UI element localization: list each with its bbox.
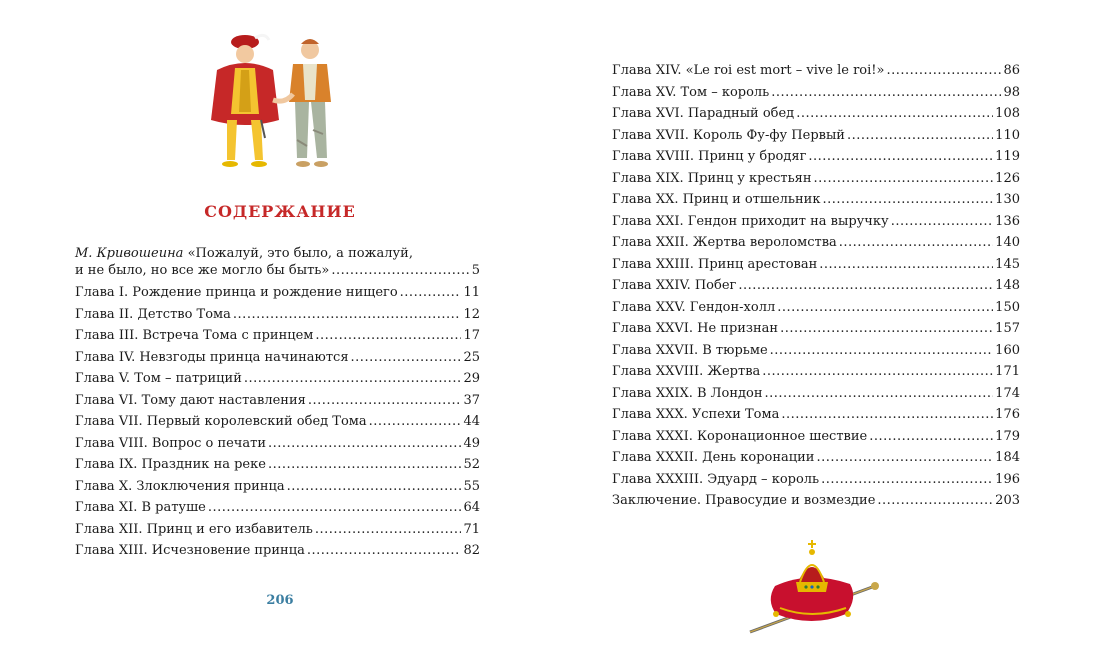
- toc-entry-label: Глава XIV. «Le roi est mort – vive le roi!»: [612, 63, 885, 78]
- dot-leader: [308, 390, 462, 412]
- toc-entry-label: Глава X. Злоключения принца: [75, 478, 285, 494]
- toc-entry-label: Глава XVI. Парадный обед: [612, 106, 795, 121]
- toc-page-number: 86: [1003, 63, 1020, 78]
- toc-page-number: 140: [995, 235, 1020, 250]
- toc-page-number: 108: [995, 106, 1020, 121]
- dot-leader: [814, 168, 994, 190]
- prince-figure: [211, 35, 279, 167]
- toc-entry-label: Глава XV. Том – король: [612, 84, 770, 100]
- toc-entry-label: Глава XXX. Успехи Тома: [612, 407, 780, 422]
- toc-page-number: 126: [995, 170, 1020, 186]
- dot-leader: [233, 304, 462, 326]
- toc-entry[interactable]: [612, 146, 1020, 168]
- toc-entry[interactable]: [612, 254, 1020, 276]
- toc-entry[interactable]: [75, 433, 480, 455]
- dot-leader: [796, 103, 993, 125]
- toc-page-number: 82: [463, 543, 480, 558]
- toc-entry[interactable]: [612, 211, 1020, 233]
- toc-entry-label: Глава XXXII. День коронации: [612, 450, 815, 465]
- toc-page-number: 44: [463, 414, 480, 429]
- toc-entry[interactable]: [75, 390, 480, 412]
- dot-leader: [765, 383, 994, 405]
- toc-page-number: 136: [995, 213, 1020, 229]
- dot-leader: [777, 297, 993, 319]
- dot-leader: [287, 476, 462, 498]
- toc-entry[interactable]: [612, 318, 1020, 340]
- toc-page-number: 130: [995, 192, 1020, 207]
- toc-page-number: 71: [463, 521, 480, 537]
- toc-entry[interactable]: [75, 411, 480, 433]
- toc-entry[interactable]: [612, 447, 1020, 469]
- dot-leader: [331, 262, 469, 279]
- toc-entry[interactable]: [612, 469, 1020, 491]
- toc-entry-label: Глава XXVIII. Жертва: [612, 364, 761, 379]
- dot-leader: [315, 519, 462, 541]
- dot-leader: [781, 404, 993, 426]
- dot-leader: [780, 318, 993, 340]
- dot-leader: [839, 232, 993, 254]
- toc-page-number: 179: [995, 428, 1020, 444]
- toc-page-number: 98: [1003, 84, 1020, 100]
- toc-page-number: 171: [995, 364, 1020, 379]
- toc-page-number: 203: [995, 493, 1020, 508]
- toc-entry-label: Глава XXXIII. Эдуард – король: [612, 471, 820, 487]
- intro-line-1: [75, 245, 480, 262]
- dot-leader: [808, 146, 993, 168]
- dot-leader: [268, 433, 461, 455]
- toc-entry-label: Глава XX. Принц и отшельник: [612, 192, 821, 207]
- toc-entry-label: Глава XII. Принц и его избавитель: [75, 521, 313, 537]
- toc-page-number: 12: [463, 306, 480, 322]
- toc-entry-label: Глава VII. Первый королевский обед Тома: [75, 414, 367, 429]
- toc-entry-label: Глава XVII. Король Фу-фу Первый: [612, 127, 845, 143]
- toc-entry-label: Глава XXIV. Побег: [612, 278, 737, 293]
- toc-entry[interactable]: [612, 275, 1020, 297]
- toc-page-number: 184: [995, 450, 1020, 465]
- toc-entry[interactable]: [612, 60, 1020, 82]
- toc-entry[interactable]: [75, 282, 480, 304]
- dot-leader: [307, 540, 462, 562]
- toc-page-number: 37: [463, 392, 480, 408]
- intro-title-part1: «Пожалуй, это было, а пожалуй,: [187, 246, 413, 261]
- dot-leader: [869, 426, 993, 448]
- toc-page-number: 64: [463, 500, 480, 515]
- toc-page-number: 25: [463, 349, 480, 365]
- toc-entry[interactable]: [612, 426, 1020, 448]
- toc-page-number: 196: [995, 471, 1020, 487]
- intro-title-part2: и не было, но все же могло бы быть»: [75, 263, 330, 278]
- toc-entry[interactable]: [612, 232, 1020, 254]
- toc-page-number: 157: [995, 321, 1020, 336]
- intro-author: М. Кривошеина: [75, 246, 184, 261]
- toc-entry[interactable]: [75, 325, 480, 347]
- toc-entry[interactable]: [612, 490, 1020, 512]
- dot-leader: [400, 282, 462, 304]
- toc-page-number: 176: [995, 407, 1020, 422]
- toc-entry-label: Глава II. Детство Тома: [75, 306, 231, 322]
- toc-entry-label: Заключение. Правосудие и возмездие: [612, 493, 876, 508]
- toc-entry-label: Глава IV. Невзгоды принца начинаются: [75, 349, 349, 365]
- dot-leader: [244, 368, 462, 390]
- toc-entry[interactable]: [612, 404, 1020, 426]
- toc-entry-label: Глава XXIII. Принц арестован: [612, 256, 818, 272]
- dot-leader: [770, 340, 994, 362]
- toc-entry[interactable]: [75, 454, 480, 476]
- dot-leader: [738, 275, 993, 297]
- dot-leader: [819, 254, 993, 276]
- toc-entry-label: Глава III. Встреча Тома с принцем: [75, 328, 314, 343]
- dot-leader: [315, 325, 461, 347]
- toc-entry-label: Глава V. Том – патриций: [75, 371, 242, 386]
- dot-leader: [821, 469, 993, 491]
- dot-leader: [877, 490, 993, 512]
- prince-and-pauper-illustration: [205, 30, 345, 180]
- dot-leader: [351, 347, 462, 369]
- toc-entry-label: Глава XIII. Исчезновение принца: [75, 543, 305, 558]
- toc-entry-label: Глава VIII. Вопрос о печати: [75, 435, 267, 451]
- toc-page-number: 110: [995, 127, 1020, 143]
- toc-entry-intro[interactable]: [75, 245, 480, 279]
- toc-entry[interactable]: [612, 125, 1020, 147]
- toc-page-number: 145: [995, 256, 1020, 272]
- toc-page-number: 119: [995, 149, 1020, 164]
- dot-leader: [369, 411, 462, 433]
- toc-page-number: 52: [463, 457, 480, 472]
- dot-leader: [847, 125, 993, 147]
- dot-leader: [762, 361, 993, 383]
- dot-leader: [268, 454, 462, 476]
- dot-leader: [891, 211, 993, 233]
- toc-page-number: 17: [463, 328, 480, 343]
- toc-entry-label: Глава IX. Праздник на реке: [75, 457, 266, 472]
- pauper-figure: [273, 39, 331, 167]
- toc-entry-label: Глава XXV. Гендон-холл: [612, 299, 776, 315]
- toc-entry[interactable]: [612, 361, 1020, 383]
- toc-page-number: 55: [463, 478, 480, 494]
- toc-entry-label: Глава XIX. Принц у крестьян: [612, 170, 812, 186]
- page-number-folio: 206: [266, 593, 294, 608]
- toc-entry[interactable]: [75, 347, 480, 369]
- toc-page-number: 11: [463, 285, 480, 300]
- toc-entry-label: Глава XXXI. Коронационное шествие: [612, 428, 868, 444]
- toc-entry[interactable]: [75, 476, 480, 498]
- toc-entry[interactable]: [75, 497, 480, 519]
- toc-entry[interactable]: [75, 304, 480, 326]
- crown-on-cushion-illustration: [740, 536, 885, 641]
- toc-entry-label: Глава XVIII. Принц у бродяг: [612, 149, 807, 164]
- toc-list-right: [612, 60, 1020, 512]
- dot-leader: [886, 60, 1001, 82]
- intro-line-2: [75, 262, 480, 279]
- toc-entry-label: Глава XI. В ратуше: [75, 500, 206, 515]
- toc-list-left: [75, 245, 480, 562]
- toc-entry-label: Глава XXII. Жертва вероломства: [612, 235, 837, 250]
- toc-entry[interactable]: [612, 82, 1020, 104]
- toc-entry[interactable]: [612, 168, 1020, 190]
- toc-entry[interactable]: [612, 189, 1020, 211]
- toc-page-number: 160: [995, 342, 1020, 358]
- toc-entry[interactable]: [612, 297, 1020, 319]
- toc-page-number: 174: [995, 385, 1020, 401]
- toc-entry[interactable]: [612, 103, 1020, 125]
- toc-entry-label: Глава XXI. Гендон приходит на выручку: [612, 213, 889, 229]
- toc-page-number: 150: [995, 299, 1020, 315]
- toc-page-number: 29: [463, 371, 480, 386]
- toc-entry-label: Глава XXIX. В Лондон: [612, 385, 763, 401]
- toc-page-number: 148: [995, 278, 1020, 293]
- toc-entry[interactable]: [75, 519, 480, 541]
- dot-leader: [771, 82, 1001, 104]
- toc-entry-label: Глава VI. Тому дают наставления: [75, 392, 306, 408]
- toc-entry-label: Глава I. Рождение принца и рождение нищего: [75, 285, 398, 300]
- toc-page-number: 49: [463, 435, 480, 451]
- toc-entry[interactable]: [612, 383, 1020, 405]
- toc-page-number: 5: [471, 263, 480, 278]
- toc-entry[interactable]: [75, 540, 480, 562]
- toc-entry-label: Глава XXVI. Не признан: [612, 321, 779, 336]
- toc-entry[interactable]: [612, 340, 1020, 362]
- toc-title: СОДЕРЖАНИЕ: [204, 202, 356, 221]
- dot-leader: [208, 497, 462, 519]
- dot-leader: [822, 189, 993, 211]
- toc-entry[interactable]: [75, 368, 480, 390]
- dot-leader: [816, 447, 993, 469]
- toc-entry-label: Глава XXVII. В тюрьме: [612, 342, 768, 358]
